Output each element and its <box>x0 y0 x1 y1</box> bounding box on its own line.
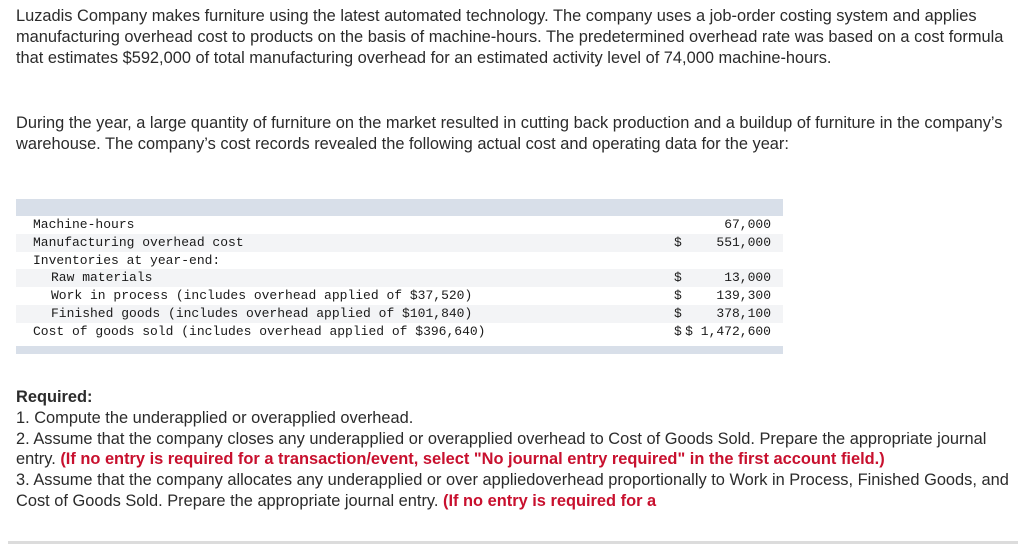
required-item-3-note: (If no entry is required for a <box>443 491 657 510</box>
row-amount: 551,000 <box>716 234 771 250</box>
row-currency: $ <box>674 323 682 339</box>
table-row-work-in-process <box>16 287 783 305</box>
bottom-divider <box>8 541 1018 544</box>
row-amount: 67,000 <box>724 217 771 232</box>
row-label: Cost of goods sold (includes overhead applied of $396,640) <box>33 323 486 339</box>
required-item-2-text: 2. Assume that the company closes any underapplied or overapplied overhead to Cost of Goods Sold. Prepare the appropriate journal entry. <box>16 429 987 469</box>
required-item-1: 1. Compute the underapplied or overapplied overhead. <box>16 408 414 427</box>
row-amount: 13,000 <box>724 270 771 286</box>
table-footer-band <box>16 346 783 354</box>
required-item-3-text: 3. Assume that the company allocates any underapplied or over appliedoverhead proportionally to Work in Process, Finished Goods, and Cost of Goods Sold. Prepare the appropriate journal entry. <box>16 471 1009 510</box>
row-label: Work in process (includes overhead applied of $37,520) <box>51 288 473 304</box>
required-item-2 <box>16 429 1016 471</box>
required-heading: Required: <box>16 388 93 406</box>
row-label: Inventories at year-end: <box>33 252 221 268</box>
table-row-cost-of-goods-sold <box>16 323 783 341</box>
row-currency: $ <box>674 305 682 321</box>
table-row-machine-hours <box>16 216 783 234</box>
table-row-inventories-heading <box>16 252 783 270</box>
row-amount: $ 1,472,600 <box>685 323 771 339</box>
row-currency: $ <box>674 270 682 286</box>
table-header-band <box>16 199 783 216</box>
row-currency: $ <box>674 288 682 304</box>
row-label: Finished goods (includes overhead applied of $101,840) <box>51 305 473 321</box>
required-item-2-note: (If no entry is required for a transaction/event, select "No journal entry required" in the first account field.) <box>60 450 885 469</box>
cost-data-table <box>16 199 783 354</box>
intro-paragraph-2: During the year, a large quantity of furniture on the market resulted in cutting back production and a buildup of furniture in the company’s warehouse. The company’s cost records revealed the following actual cost and operating data for the year: <box>16 114 1003 153</box>
row-amount: 139,300 <box>716 288 771 304</box>
row-amount: 378,100 <box>716 305 771 321</box>
required-item-3 <box>16 470 1016 512</box>
table-row-raw-materials <box>16 269 783 287</box>
required-section <box>16 387 1016 512</box>
row-currency: $ <box>674 234 682 250</box>
table-row-manufacturing-overhead <box>16 234 783 252</box>
table-row-finished-goods <box>16 305 783 323</box>
row-label: Manufacturing overhead cost <box>33 234 244 250</box>
row-label: Raw materials <box>51 270 153 286</box>
intro-paragraph-1: Luzadis Company makes furniture using the latest automated technology. The company uses a job-order costing system and applies manufacturing overhead cost to products on the basis of machine-hours. The predetermined overhead rate was based on a cost formula that estimates $592,000 of total manufacturing overhead for an estimated activity level of 74,000 machine-hours. <box>16 7 1004 67</box>
row-label: Machine-hours <box>33 217 135 232</box>
